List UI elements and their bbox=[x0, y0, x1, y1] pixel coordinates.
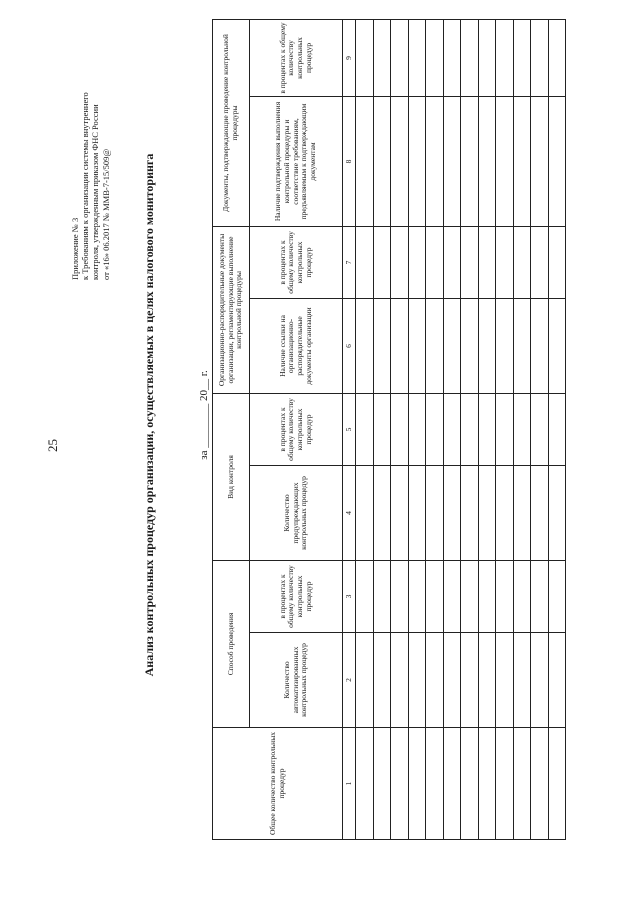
column-number-row bbox=[343, 19, 356, 839]
table-cell bbox=[373, 633, 391, 728]
table-body bbox=[356, 19, 566, 839]
table-cell bbox=[461, 226, 479, 298]
table-cell bbox=[426, 466, 444, 561]
column-number: 6 bbox=[343, 298, 356, 393]
document-period: за ________ 20__ г. bbox=[198, 370, 210, 460]
table-row bbox=[513, 19, 531, 839]
table-cell bbox=[478, 561, 496, 633]
table-cell bbox=[443, 728, 461, 840]
table-cell bbox=[513, 728, 531, 840]
table-cell bbox=[408, 728, 426, 840]
table-row bbox=[408, 19, 426, 839]
table-cell bbox=[373, 298, 391, 393]
table-cell bbox=[356, 561, 374, 633]
table-cell bbox=[531, 19, 549, 96]
header-org-documents: Организационно-распорядительные документы организации, регламентирующие выполнение контрольной процедуры bbox=[213, 226, 250, 393]
table-cell bbox=[478, 19, 496, 96]
table-cell bbox=[443, 19, 461, 96]
table-cell bbox=[496, 728, 514, 840]
table-row bbox=[548, 19, 566, 839]
table-cell bbox=[548, 466, 566, 561]
table-cell bbox=[408, 393, 426, 465]
table-cell bbox=[426, 96, 444, 226]
table-row bbox=[461, 19, 479, 839]
table-cell bbox=[408, 466, 426, 561]
table-cell bbox=[426, 298, 444, 393]
subheader-preventive-count: Количество предупреждающих контрольных процедур bbox=[250, 466, 343, 561]
table-cell bbox=[496, 561, 514, 633]
appendix-line-2: к Требованиям к организации системы внутреннего bbox=[80, 92, 91, 280]
table-cell bbox=[373, 96, 391, 226]
appendix-line-4: от «16» 06.2017 № ММВ-7-15/509@ bbox=[100, 148, 111, 280]
table-cell bbox=[478, 633, 496, 728]
table-cell bbox=[391, 393, 409, 465]
table-cell bbox=[513, 466, 531, 561]
table-cell bbox=[461, 298, 479, 393]
table-cell bbox=[391, 298, 409, 393]
table-cell bbox=[531, 226, 549, 298]
table-cell bbox=[426, 728, 444, 840]
table-cell bbox=[496, 633, 514, 728]
table-cell bbox=[373, 19, 391, 96]
table-cell bbox=[356, 466, 374, 561]
table-cell bbox=[461, 96, 479, 226]
table-cell bbox=[548, 19, 566, 96]
table-cell bbox=[478, 728, 496, 840]
table-row bbox=[356, 19, 374, 839]
table-row bbox=[496, 19, 514, 839]
subheader-reference-percent: в процентах к общему количеству контрольных процедур bbox=[250, 226, 343, 298]
table-cell bbox=[356, 728, 374, 840]
table-cell bbox=[391, 561, 409, 633]
table-cell bbox=[548, 226, 566, 298]
column-number: 9 bbox=[343, 19, 356, 96]
table-cell bbox=[408, 561, 426, 633]
table-cell bbox=[478, 298, 496, 393]
table-cell bbox=[461, 561, 479, 633]
table-cell bbox=[408, 96, 426, 226]
table-cell bbox=[391, 633, 409, 728]
column-number: 5 bbox=[343, 393, 356, 465]
column-number: 7 bbox=[343, 226, 356, 298]
table-cell bbox=[496, 96, 514, 226]
table-cell bbox=[443, 393, 461, 465]
header-confirming-documents: Документы, подтверждающие проведение контрольной процедуры bbox=[213, 19, 250, 226]
table-cell bbox=[391, 96, 409, 226]
table-cell bbox=[548, 633, 566, 728]
table-cell bbox=[426, 393, 444, 465]
table-cell bbox=[548, 728, 566, 840]
subheader-automated-percent: в процентах к общему количеству контрольных процедур bbox=[250, 561, 343, 633]
table-cell bbox=[496, 19, 514, 96]
column-number: 4 bbox=[343, 466, 356, 561]
table-cell bbox=[531, 728, 549, 840]
table-cell bbox=[443, 561, 461, 633]
subheader-confirmation-presence: Наличие подтверждения выполнения контрольной процедуры и соответствие требованиям, предъявляемым к подтверждающим документам bbox=[250, 96, 343, 226]
table-cell bbox=[461, 466, 479, 561]
table-cell bbox=[391, 466, 409, 561]
table-cell bbox=[443, 226, 461, 298]
table-cell bbox=[478, 393, 496, 465]
analysis-table bbox=[212, 19, 566, 840]
table-cell bbox=[373, 226, 391, 298]
table-row bbox=[478, 19, 496, 839]
table-cell bbox=[496, 298, 514, 393]
column-number: 1 bbox=[343, 728, 356, 840]
table-cell bbox=[356, 633, 374, 728]
table-cell bbox=[478, 466, 496, 561]
table-cell bbox=[496, 393, 514, 465]
column-number: 2 bbox=[343, 633, 356, 728]
table-cell bbox=[513, 226, 531, 298]
table-cell bbox=[356, 298, 374, 393]
table-row bbox=[426, 19, 444, 839]
subheader-reference-presence: Наличие ссылки на организационно-распорядительные документы организации bbox=[250, 298, 343, 393]
column-number: 8 bbox=[343, 96, 356, 226]
table-cell bbox=[461, 19, 479, 96]
table-cell bbox=[373, 466, 391, 561]
appendix-header bbox=[70, 20, 111, 280]
table-cell bbox=[373, 728, 391, 840]
table-cell bbox=[513, 96, 531, 226]
table-cell bbox=[461, 728, 479, 840]
table-cell bbox=[548, 96, 566, 226]
table-cell bbox=[391, 728, 409, 840]
page-number: 25 bbox=[45, 439, 60, 452]
table-cell bbox=[391, 19, 409, 96]
subheader-preventive-percent: в процентах к общему количеству контрольных процедур bbox=[250, 393, 343, 465]
table-cell bbox=[356, 96, 374, 226]
table-cell bbox=[356, 393, 374, 465]
table-cell bbox=[496, 466, 514, 561]
appendix-line-1: Приложение № 3 bbox=[70, 217, 80, 280]
table-cell bbox=[408, 19, 426, 96]
table-cell bbox=[478, 226, 496, 298]
table-cell bbox=[531, 393, 549, 465]
table-cell bbox=[531, 633, 549, 728]
table-cell bbox=[356, 19, 374, 96]
appendix-line-3: контроля, утвержденным приказом ФНС России bbox=[90, 104, 101, 280]
column-number: 3 bbox=[343, 561, 356, 633]
table-cell bbox=[461, 393, 479, 465]
table-cell bbox=[356, 226, 374, 298]
table-row bbox=[373, 19, 391, 839]
table-cell bbox=[513, 633, 531, 728]
table-cell bbox=[373, 561, 391, 633]
table-cell bbox=[426, 561, 444, 633]
document-title: Анализ контрольных процедур организации, осуществляемых в целях налогового мониторинга bbox=[142, 153, 156, 677]
table-cell bbox=[478, 96, 496, 226]
header-method: Способ проведения bbox=[213, 561, 250, 728]
analysis-table-wrap bbox=[212, 20, 462, 840]
table-cell bbox=[531, 466, 549, 561]
table-cell bbox=[461, 633, 479, 728]
header-control-type: Вид контроля bbox=[213, 393, 250, 560]
table-row bbox=[443, 19, 461, 839]
table-cell bbox=[513, 561, 531, 633]
table-cell bbox=[426, 19, 444, 96]
table-cell bbox=[426, 633, 444, 728]
table-cell bbox=[408, 226, 426, 298]
table-row bbox=[531, 19, 549, 839]
table-cell bbox=[408, 633, 426, 728]
table-cell bbox=[443, 298, 461, 393]
table-cell bbox=[426, 226, 444, 298]
table-cell bbox=[443, 633, 461, 728]
table-cell bbox=[513, 393, 531, 465]
table-cell bbox=[373, 393, 391, 465]
table-row bbox=[391, 19, 409, 839]
table-cell bbox=[513, 19, 531, 96]
table-cell bbox=[443, 96, 461, 226]
table-cell bbox=[443, 466, 461, 561]
table-cell bbox=[548, 298, 566, 393]
table-cell bbox=[548, 561, 566, 633]
subheader-confirmation-percent: в процентах к общему количеству контрольных процедур bbox=[250, 19, 343, 96]
header-total-procedures: Общее количество контрольных процедур bbox=[213, 728, 343, 840]
table-cell bbox=[513, 298, 531, 393]
table-cell bbox=[548, 393, 566, 465]
table-cell bbox=[408, 298, 426, 393]
table-cell bbox=[531, 298, 549, 393]
table-cell bbox=[531, 561, 549, 633]
subheader-automated-count: Количество автоматизированных контрольных процедур bbox=[250, 633, 343, 728]
table-cell bbox=[531, 96, 549, 226]
table-cell bbox=[391, 226, 409, 298]
table-cell bbox=[496, 226, 514, 298]
